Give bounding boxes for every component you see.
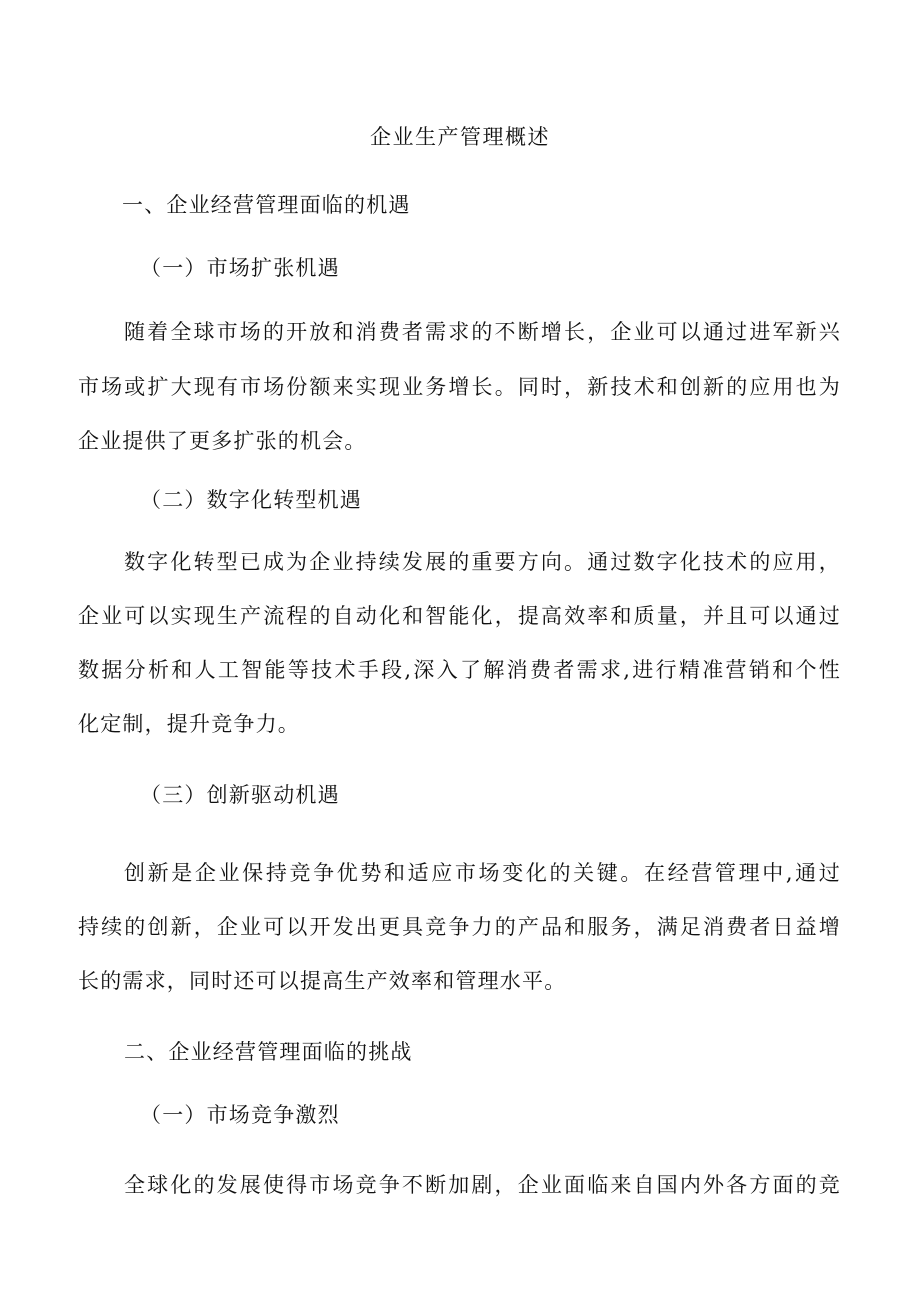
subheading-market-competition: （一）市场竞争激烈 [140,1103,340,1127]
paragraph-line: 随着全球市场的开放和消费者需求的不断增长，企业可以通过进军新兴 [124,320,841,344]
section-heading-challenges: 二、企业经营管理面临的挑战 [124,1040,413,1064]
paragraph-line: 全球化的发展使得市场竞争不断加剧，企业面临来自国内外各方面的竞 [124,1173,841,1197]
paragraph-line: 数据分析和人工智能等技术手段,深入了解消费者需求,进行精准营销和个性 [78,658,841,682]
paragraph-line: 创新是企业保持竞争优势和适应市场变化的关键。在经营管理中,通过 [124,861,841,885]
paragraph-line: 持续的创新，企业可以开发出更具竞争力的产品和服务，满足消费者日益增 [78,915,841,939]
subheading-digital-transformation: （二）数字化转型机遇 [140,488,362,512]
paragraph-line: 长的需求，同时还可以提高生产效率和管理水平。 [78,969,567,993]
section-heading-opportunities: 一、企业经营管理面临的机遇 [122,193,411,217]
paragraph-line: 企业可以实现生产流程的自动化和智能化，提高效率和质量，并且可以通过 [78,604,841,628]
paragraph-line: 企业提供了更多扩张的机会。 [78,429,367,453]
subheading-innovation-driven: （三）创新驱动机遇 [140,783,340,807]
document-title: 企业生产管理概述 [370,125,550,149]
paragraph-line: 市场或扩大现有市场份额来实现业务增长。同时，新技术和创新的应用也为 [78,375,841,399]
paragraph-line: 化定制，提升竞争力。 [78,712,300,736]
paragraph-line: 数字化转型已成为企业持续发展的重要方向。通过数字化技术的应用， [124,550,841,574]
subheading-market-expansion: （一）市场扩张机遇 [140,256,340,280]
